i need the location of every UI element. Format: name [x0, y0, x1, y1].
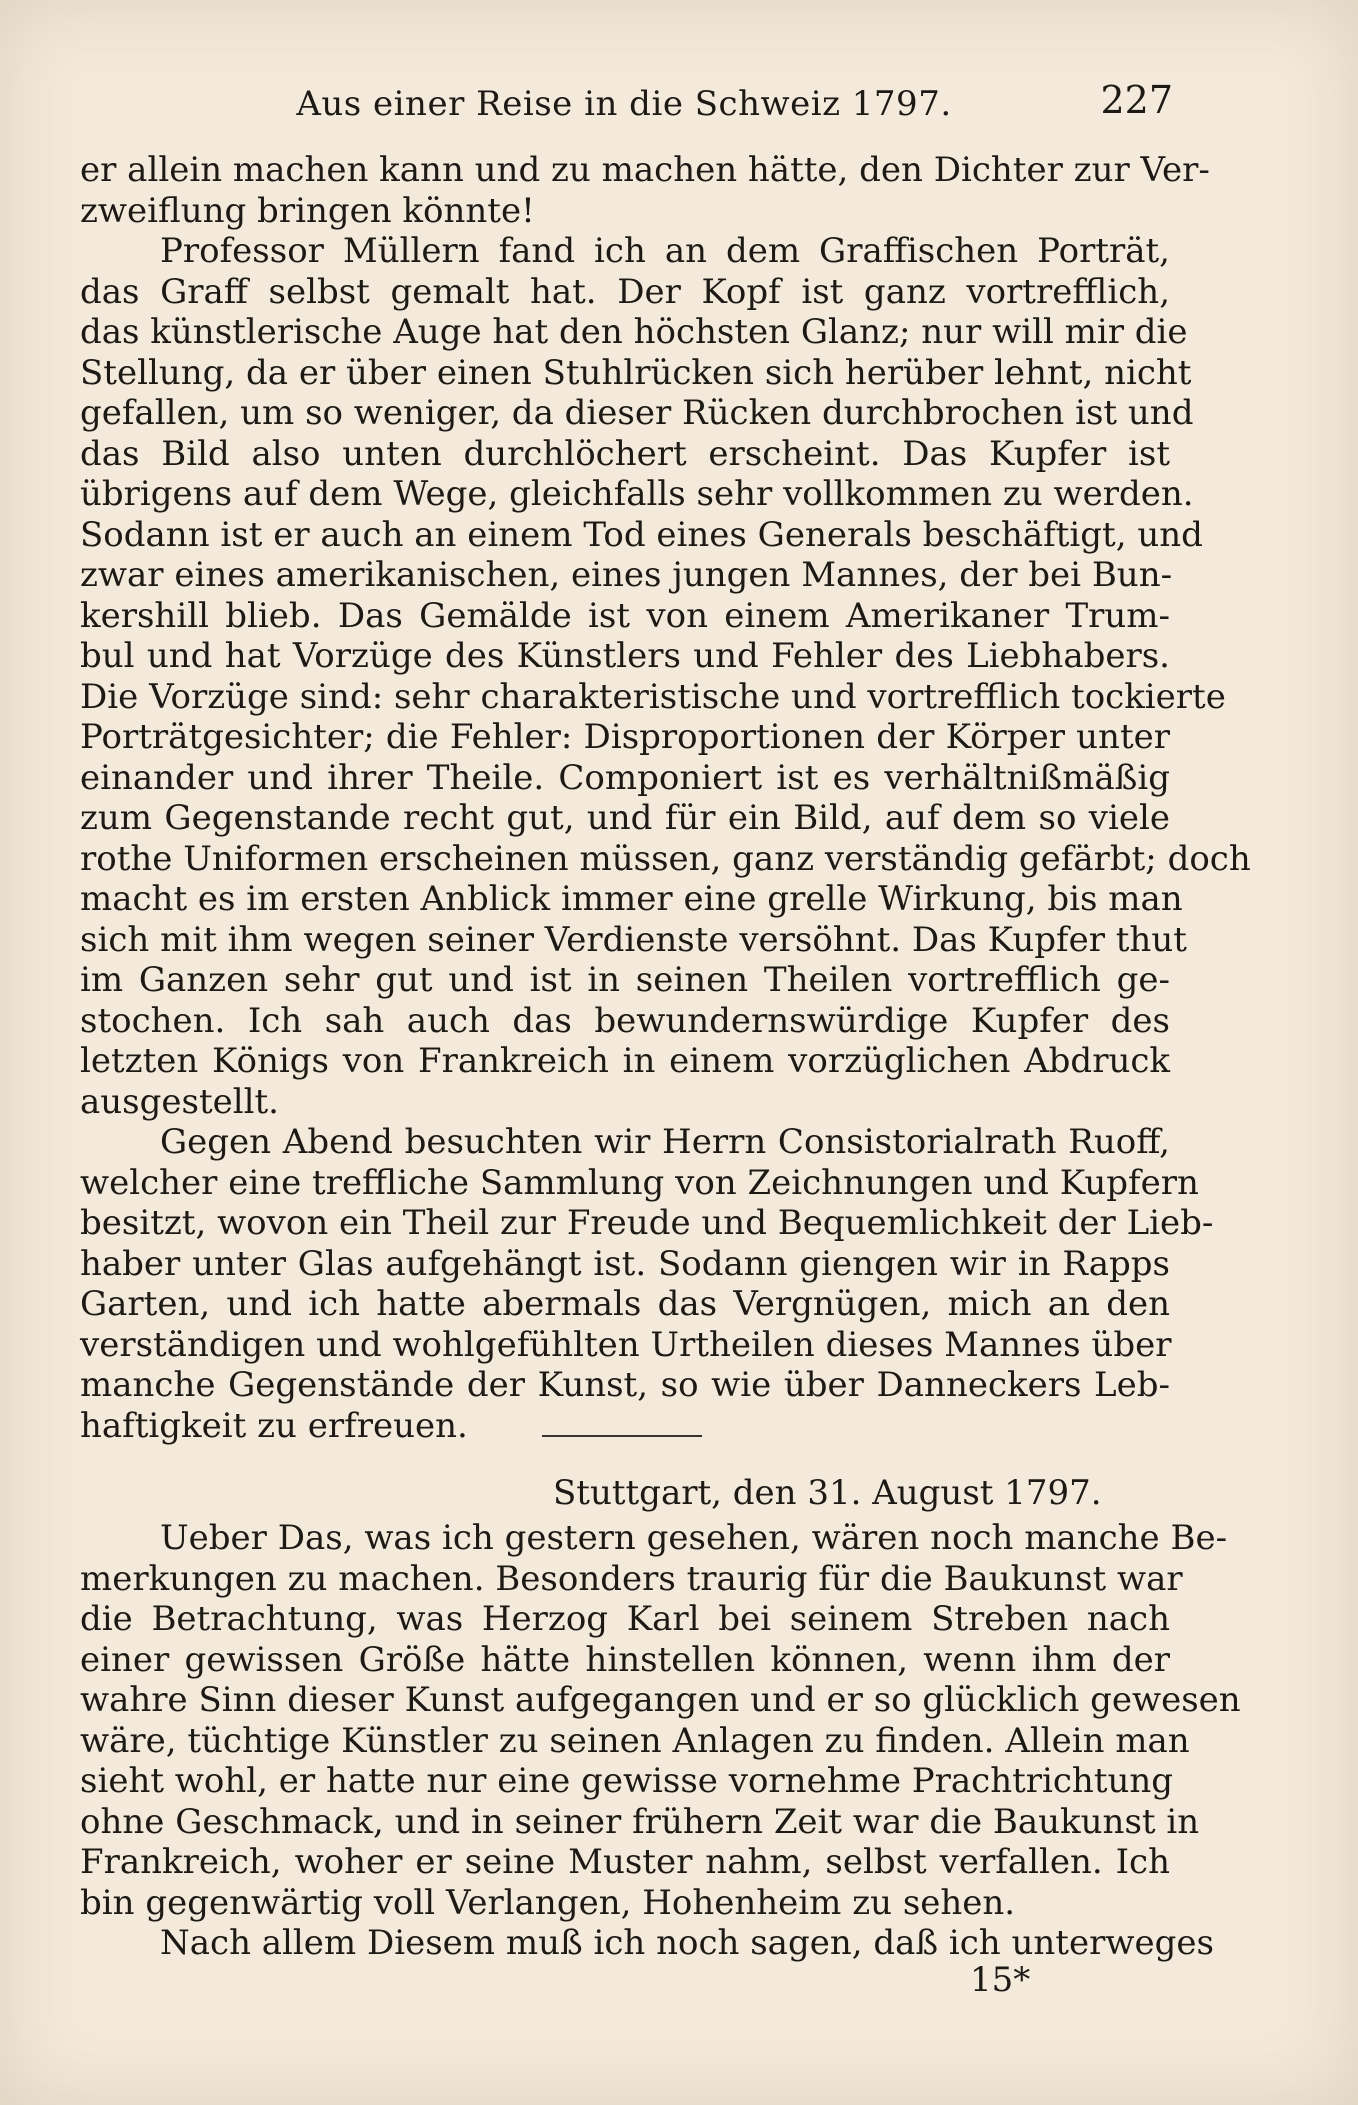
text-line: Die Vorzüge sind: sehr charakteristische und vortrefflich tockierte — [80, 676, 1226, 717]
text-line: das Graff selbst gemalt hat. Der Kopf ist ganz vortrefflich, — [80, 271, 1170, 312]
text-line: übrigens auf dem Wege, gleichfalls sehr vollkommen zu werden. — [80, 474, 1194, 514]
text-line: haber unter Glas aufgehängt ist. Sodann giengen wir in Rapps — [80, 1243, 1170, 1284]
text-line: wahre Sinn dieser Kunst aufgegangen und er so glücklich gewesen — [80, 1680, 1241, 1720]
text-line: gefallen, um so weniger, da dieser Rücken durchbrochen ist und — [80, 393, 1194, 433]
text-line: zum Gegenstande recht gut, und für ein Bild, auf dem so viele — [80, 798, 1170, 838]
text-line: welcher eine treffliche Sammlung von Zeichnungen und Kupfern — [80, 1162, 1199, 1203]
text-line: Frankreich, woher er seine Muster nahm, selbst verfallen. Ich — [80, 1842, 1170, 1882]
text-line: zweiflung bringen könnte! — [80, 190, 535, 231]
text-line: bul und hat Vorzüge des Künstlers und Fehler des Liebhabers. — [80, 636, 1170, 676]
text-line: die Betrachtung, was Herzog Karl bei seinem Streben nach — [80, 1599, 1170, 1639]
text-line: kershill blieb. Das Gemälde ist von einem Amerikaner Trum- — [80, 595, 1170, 636]
text-line: bin gegenwärtig voll Verlangen, Hohenheim zu sehen. — [80, 1882, 1016, 1923]
dateline: Stuttgart, den 31. August 1797. — [553, 1473, 1102, 1513]
signature-mark: 15* — [970, 1960, 1031, 2000]
text-line: sich mit ihm wegen seiner Verdienste versöhnt. Das Kupfer thut — [80, 919, 1187, 960]
text-line: das Bild also unten durchlöchert erscheint. Das Kupfer ist — [80, 433, 1170, 474]
text-line: manche Gegenstände der Kunst, so wie über Danneckers Leb- — [80, 1365, 1170, 1405]
body-text-upper — [80, 150, 1251, 1446]
text-line: besitzt, wovon ein Theil zur Freude und Bequemlichkeit der Lieb- — [80, 1203, 1214, 1243]
text-line: rothe Uniformen erscheinen müssen, ganz verständig gefärbt; doch — [80, 838, 1251, 879]
text-line: Gegen Abend besuchten wir Herrn Consistorialrath Ruoff, — [160, 1122, 1170, 1162]
text-line: Sodann ist er auch an einem Tod eines Generals beschäftigt, und — [80, 514, 1203, 555]
text-line: stochen. Ich sah auch das bewundernswürdige Kupfer des — [80, 1000, 1170, 1041]
text-line: haftigkeit zu erfreuen. — [80, 1405, 468, 1446]
text-line: Nach allem Diesem muß ich noch sagen, daß ich unterweges — [160, 1923, 1214, 1963]
text-line: das künstlerische Auge hat den höchsten Glanz; nur will mir die — [80, 312, 1188, 352]
text-line: ohne Geschmack, und in seiner frühern Zeit war die Baukunst in — [80, 1801, 1200, 1842]
text-line: macht es im ersten Anblick immer eine grelle Wirkung, bis man — [80, 879, 1183, 919]
text-line: einer gewissen Größe hätte hinstellen können, wenn ihm der — [80, 1639, 1170, 1680]
text-line: er allein machen kann und zu machen hätte, den Dichter zur Ver- — [80, 150, 1210, 190]
text-line: letzten Königs von Frankreich in einem vorzüglichen Abdruck — [80, 1041, 1170, 1081]
section-divider — [542, 1435, 702, 1437]
text-line: Ueber Das, was ich gestern gesehen, wären noch manche Be- — [160, 1518, 1228, 1558]
text-line: wäre, tüchtige Künstler zu seinen Anlagen zu finden. Allein man — [80, 1720, 1190, 1761]
text-line: merkungen zu machen. Besonders traurig für die Baukunst war — [80, 1558, 1183, 1599]
text-line: einander und ihrer Theile. Componiert ist es verhältnißmäßig — [80, 757, 1170, 798]
page-number: 227 — [1100, 78, 1173, 122]
body-text-lower — [80, 1518, 1241, 1964]
text-line: Garten, und ich hatte abermals das Vergnügen, mich an den — [80, 1284, 1170, 1324]
text-line: Professor Müllern fand ich an dem Graffischen Porträt, — [160, 231, 1170, 271]
text-line: im Ganzen sehr gut und ist in seinen Theilen vortrefflich ge- — [80, 960, 1170, 1000]
text-line: sieht wohl, er hatte nur eine gewisse vornehme Prachtrichtung — [80, 1761, 1174, 1801]
text-line: zwar eines amerikanischen, eines jungen Mannes, der bei Bun- — [80, 555, 1173, 595]
text-line: verständigen und wohlgefühlten Urtheilen dieses Mannes über — [80, 1324, 1172, 1365]
text-line: Stellung, da er über einen Stuhlrücken sich herüber lehnt, nicht — [80, 352, 1192, 393]
text-line: ausgestellt. — [80, 1081, 279, 1122]
text-line: Porträtgesichter; die Fehler: Disproportionen der Körper unter — [80, 717, 1170, 757]
running-head: Aus einer Reise in die Schweiz 1797. — [296, 84, 952, 124]
